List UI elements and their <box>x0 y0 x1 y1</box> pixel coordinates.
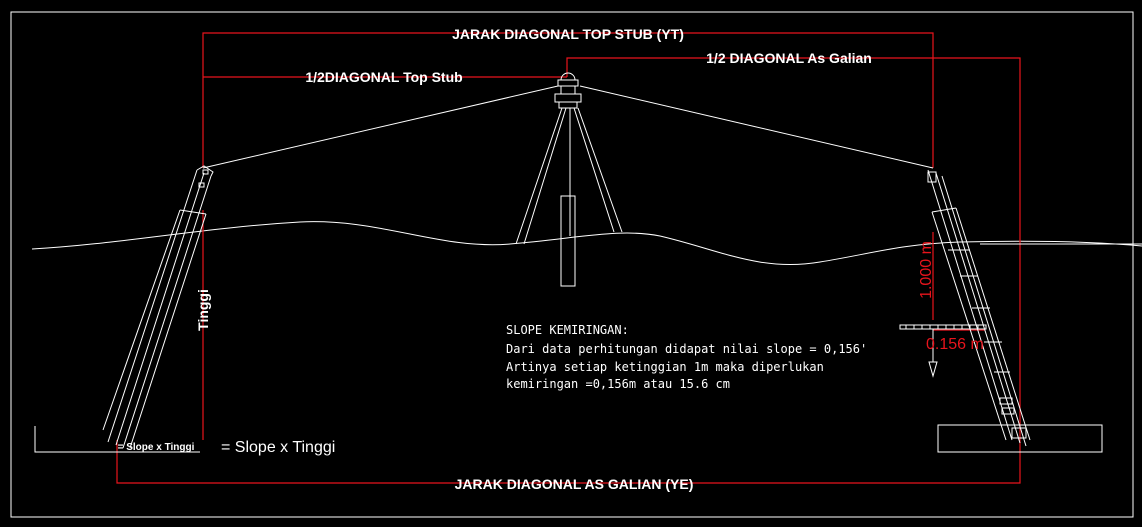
label-slope-small: = Slope x Tinggi <box>117 442 195 453</box>
center-pole <box>561 196 575 286</box>
string-lines <box>203 86 933 168</box>
label-height-1m: 1.000 m <box>918 241 935 299</box>
scale-ruler <box>900 325 986 329</box>
note-line-1: Dari data perhitungan didapat nilai slope = 0,156' <box>506 342 868 356</box>
label-as-galian-diagonal: JARAK DIAGONAL AS GALIAN (YE) <box>454 476 694 492</box>
dimension-lines <box>117 33 1020 483</box>
note-line-3: kemiringan =0,156m atau 15.6 cm <box>506 377 730 391</box>
label-slope-value: 0.156 m <box>926 336 984 353</box>
right-stub <box>928 170 1030 446</box>
label-tinggi: Tinggi <box>195 289 211 331</box>
label-top-stub-diagonal: JARAK DIAGONAL TOP STUB (YT) <box>452 26 684 42</box>
label-half-as-galian: 1/2 DIAGONAL As Galian <box>706 50 872 66</box>
slope-note <box>506 323 867 391</box>
theodolite <box>516 73 622 286</box>
note-line-2: Artinya setiap ketinggian 1m maka diperlukan <box>506 360 824 374</box>
note-title: SLOPE KEMIRINGAN: <box>506 323 629 337</box>
label-half-top-stub: 1/2DIAGONAL Top Stub <box>305 69 463 85</box>
ground-line <box>32 222 1142 265</box>
label-slope-large: = Slope x Tinggi <box>221 439 336 456</box>
